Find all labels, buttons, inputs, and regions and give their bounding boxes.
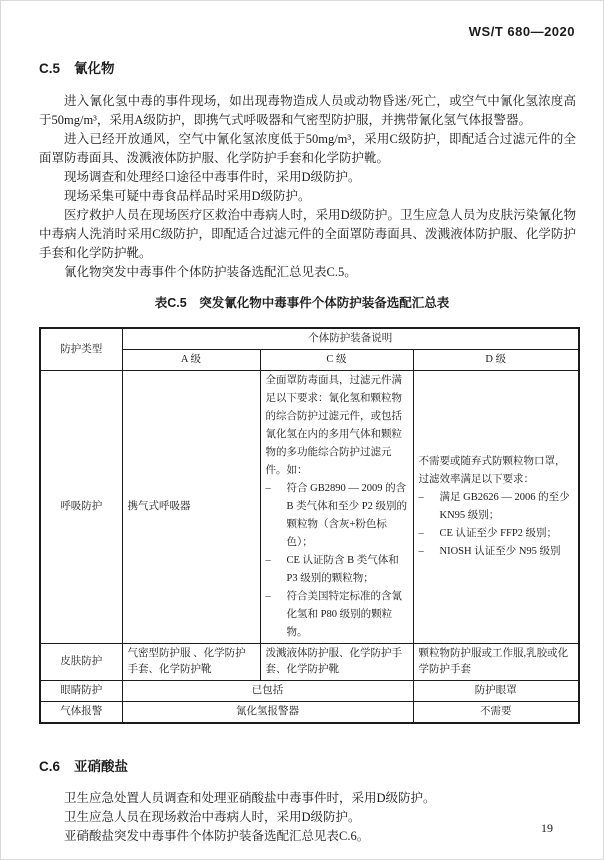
skin-c-cell: 泼溅液体防护服、化学防护手套、化学防护靴 [260,644,413,681]
bullet-dash: – [265,591,271,602]
list-item: – 符合 GB2890 — 2009 的含 B 类气体和至少 P2 级别的颗粒物（含灰+粉色标色）； [266,480,408,552]
doc-number: WS/T 680—2020 [468,24,575,39]
paragraph: 现场调查和处理经口途径中毒事件时，采用D级防护。 [64,170,361,184]
bullet-dash: – [418,546,424,557]
table-header-row-1 [40,328,579,350]
gas-label: 气体报警 [40,702,122,724]
eye-ac-cell: 已包括 [122,681,413,702]
paragraph: 卫生应急人员在现场救治中毒病人时，采用D级防护。 [64,810,361,824]
table-c5 [39,327,580,724]
table-c5-caption: 表C.5 突发氰化物中毒事件个体防护装备选配汇总表 [154,296,450,310]
table-row-respiratory [40,371,579,644]
table-row-skin [40,644,579,681]
section-c5-body [39,92,576,282]
skin-a-cell: 气密型防护服 、化学防护手套、化学防护靴 [122,644,260,681]
paragraph: 亚硝酸盐突发中毒事件个体防护装备选配汇总见表C.6。 [64,829,370,843]
paragraph: 卫生应急处置人员调查和处理亚硝酸盐中毒事件时，采用D级防护。 [64,791,436,805]
bullet-dash: – [418,492,424,503]
respiratory-c-cell [260,371,413,644]
skin-d-cell: 颗粒物防护服或工作服,乳胶或化学防护手套 [413,644,579,681]
section-c5-title: 氰化物 [74,61,115,76]
paragraph: 进入已经开放通风，空气中氰化氢浓度低于50mg/m³，采用C级防护，即配适合过滤元件的全面罩防毒面具、泼溅液体防护服、化学防护手套和化学防护靴。 [39,132,576,165]
respiratory-d-cell [413,371,579,644]
table-row-gas [40,702,579,724]
list-item: – CE 认证防含 B 类气体和 P3 级别的颗粒物； [266,552,408,588]
paragraph: 进入氰化氢中毒的事件现场，如出现毒物造成人员或动物昏迷/死亡，或空气中氰化氢浓度高于50mg/m³，采用A级防护，即携气式呼吸器和气密型防护服，并携带氰化氢气体报警器。 [39,94,576,127]
respiratory-a-cell: 携气式呼吸器 [122,371,260,644]
paragraph: 现场采集可疑中毒食品样品时采用D级防护。 [64,189,311,203]
paragraph: 氰化物突发中毒事件个体防护装备选配汇总见表C.5。 [64,265,357,279]
section-c6-title: 亚硝酸盐 [74,759,129,774]
header-level-a: A 级 [122,350,260,371]
respiratory-c-intro: 全面罩防毒面具，过滤元件满足以下要求：氰化氢和颗粒物的综合防护过滤元件，或包括氰化氢在内的多用气体和颗粒物的多功能综合防护过滤元件。如： [265,375,402,476]
respiratory-d-intro: 不需要或随弃式防颗粒物口罩，过滤效率满足以下要求： [418,456,566,485]
eye-d-cell: 防护眼罩 [413,681,579,702]
page-number: 19 [541,821,553,835]
table-row-eye [40,681,579,702]
respiratory-label: 呼吸防护 [40,371,122,644]
header-level-c: C 级 [260,350,413,371]
list-item: – 符合美国特定标准的含氰化氢和 P80 级别的颗粒物。 [266,588,408,642]
section-c5-heading [39,57,603,77]
section-c5-number: C.5 [39,61,61,76]
header-protection-type: 防护类型 [40,328,122,371]
bullet-dash: – [265,555,271,566]
header-equipment: 个体防护装备说明 [122,328,579,350]
bullet-dash: – [265,483,271,494]
gas-d-cell: 不需要 [413,702,579,724]
section-c6-body [39,789,576,846]
skin-label: 皮肤防护 [40,644,122,681]
eye-label: 眼睛防护 [40,681,122,702]
gas-ac-cell: 氰化氢报警器 [122,702,413,724]
list-item: – 满足 GB2626 — 2006 的至少 KN95 级别； [419,489,574,525]
section-c6-number: C.6 [39,759,61,774]
header-level-d: D 级 [413,350,579,371]
list-item: – NIOSH 认证至少 N95 级别 [419,543,574,561]
list-item: – CE 认证至少 FFP2 级别； [419,525,574,543]
paragraph: 医疗救护人员在现场医疗区救治中毒病人时，采用D级防护。卫生应急人员为皮肤污染氰化物中毒病人洗消时采用C级防护，即配适合过滤元件的全面罩防毒面具、泼溅液体防护服、化学防护手套和化学防护靴。 [39,208,576,260]
bullet-dash: – [418,528,424,539]
section-c6-heading [39,755,603,775]
